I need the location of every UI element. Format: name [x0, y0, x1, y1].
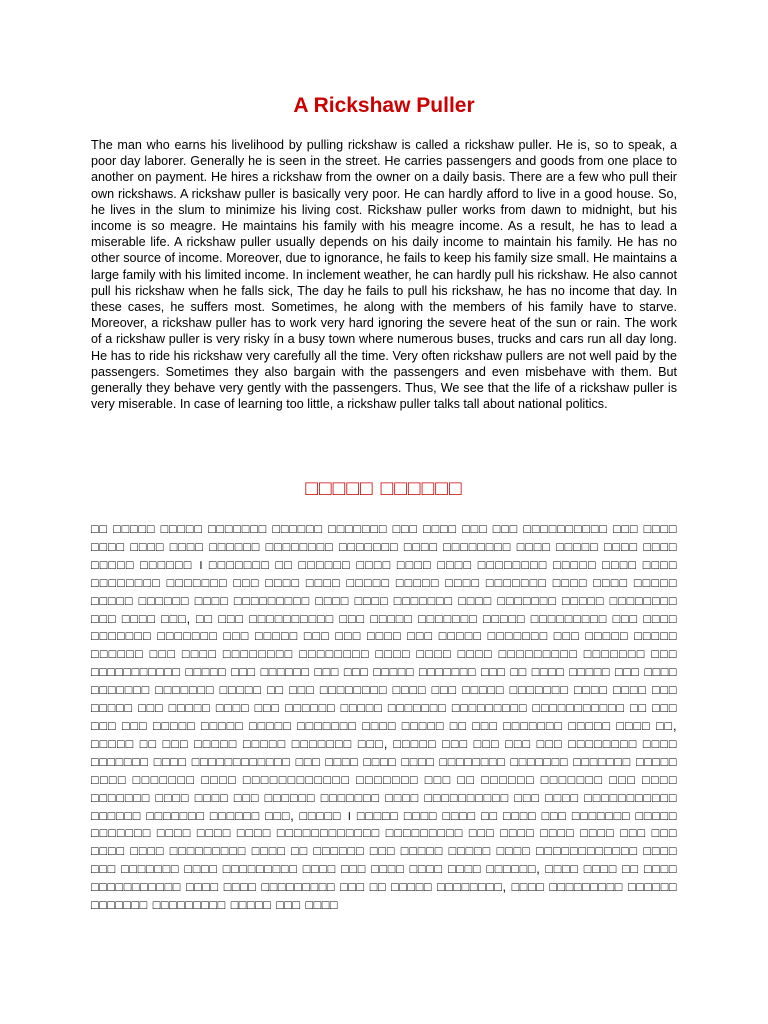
bengali-paragraph: □□ □□□□□ □□□□□ □□□□□□□ □□□□□□ □□□□□□□ □□□ □□□□ □□□ □□□ □□□□□□□□□□ □□□ □□□□ □□□□ □□□□ □□□□ □□□□□□ □□□□□□□□ □□□□□□□ □□□□ □□□□□□□□ □□□□ □□□□□ □□□□ □□□□ □□□□□ □□□□□□ । □□□□□□□ □□ □□□□□□ □□□□ □□□□ □□□□ □□□□□□□□ □□□□□ □□□□ □□□□ □□□□□□□□ □□□□□□□ □□□ □□□□ □□□□ □□□□□ □□□□□ □□□□ □□□□□□□ □□□□ □□□□ □□□□□ □□□□□ □□□□□□ □□□□ □□□□□□□□□ □□□□ □□□□ □□□□□□□ □□□□ □□□□□□□ □□□□□ □□□□□□□□ □□□ □□□□ □□□, □□ □□□ □□□□□□□□□□ □□□ □□□□□ □□□□□□□ □□□□□ □□□□□□□□□ □□□ □□□□ □□□□□□□ □□□□□□□ □□□ □□□□□ □□□ □□□ □□□□ □□□ □□□□□ □□□□□□□ □□□ □□□□□ □□□□□ □□□□□□ □□□ □□□□ □□□□□□□□ □□□□□□□□ □□□□ □□□□ □□□□ □□□□□□□□□ □□□□□□□ □□□ □□□□□□□□□□□ □□□□□ □□□ □□□□□□ □□□ □□□ □□□□□ □□□□□□□ □□□ □□ □□□□ □□□□□ □□□ □□□□ □□□□□□□ □□□□□□□ □□□□□ □□ □□□ □□□□□□□□ □□□□ □□□ □□□□□ □□□□□□□ □□□□ □□□□ □□□ □□□□□ □□□ □□□□□ □□□□ □□□ □□□□□□ □□□□□ □□□□□□□ □□□□□□□□□ □□□□□□□□□□□ □□ □□□ □□□ □□□ □□□□□ □□□□□ □□□□□ □□□□□□□ □□□□ □□□□□ □□ □□□ □□□□□□□ □□□□□ □□□□ □□, □□□□□ □□ □□□ □□□□□ □□□□□ □□□□□□□ □□□, □□□□□ □□□ □□□ □□□ □□□ □□□□□□□□ □□□□ □□□□□□□ □□□□ □□□□□□□□□□□□ □□□ □□□□ □□□□ □□□□ □□□□□□□□ □□□□□□□ □□□□□□□ □□□□□ □□□□ □□□□□□□ □□□□ □□□□□□□□□□□□ □□□□□□□ □□□ □□ □□□□□□ □□□□□□□ □□□ □□□□ □□□□□□□ □□□□ □□□□ □□□ □□□□□□ □□□□□□□ □□□□ □□□□□□□□□□ □□□ □□□□ □□□□□□□□□□□ □□□□□□ □□□□□□□ □□□□□□ □□□, □□□□□ । □□□□□ □□□□ □□□□ □□ □□□□ □□□ □□□□□□□ □□□□□ □□□□□□□ □□□□ □□□□ □□□□ □□□□□□□□□□□□ □□□□□□□□□ □□□ □□□□ □□□□ □□□□ □□□ □□□ □□□□ □□□□ □□□□□□□□□ □□□□ □□ □□□□□□ □□□ □□□□□ □□□□□ □□□□ □□□□□□□□□□□□ □□□□ □□□ □□□□□□□ □□□□ □□□□□□□□□ □□□□ □□□ □□□□ □□□□ □□□□ □□□□□□, □□□□ □□□□ □□ □□□□ □□□□□□□□□□□ □□□□ □□□□ □□□□□□□□□ □□□ □□ □□□□□ □□□□□□□□, □□□□ □□□□□□□□□ □□□□□□ □□□□□□□ □□□□□□□□□ □□□□□ □□□ □□□□ [91, 522, 677, 913]
english-title: A Rickshaw Puller [293, 94, 475, 117]
english-paragraph: The man who earns his livelihood by pulling rickshaw is called a rickshaw puller. He is, so to speak, a poor day laborer. Generally he is seen in the street. He carries passengers and goods from one place to another on payment. He hires a rickshaw from the owner on a daily basis. There are a few who pull their own rickshaws. A rickshaw puller is basically very poor. He can hardly afford to live in a good house. So, he lives in the slum to minimize his living cost. Rickshaw puller works from dawn to midnight, but his income is so meagre. He maintains his family with his meagre income. As a result, he has to lead a miserable life. A rickshaw puller usually depends on his daily income to maintain his family. He has no other source of income. Moreover, due to ignorance, he fails to keep his family size small. He maintains a large family with his limited income. In inclement weather, he can hardly pull his rickshaw. He also cannot pull his rickshaw when he falls sick, The day he fails to pull his rickshaw, he has no income that day. In these cases, he suffers most. Sometimes, he along with the members of his family have to starve. Moreover, a rickshaw puller has to work very hard ignoring the severe heat of the sun or rain. The work of a rickshaw puller is very risky ín a busy town where numerous buses, trucks and cars run all day long. He has to ride his rickshaw very carefully all the time. Very often rickshaw pullers are not well paid by the passengers. Sometimes they also bargain with the passengers and even misbehave with them. But generally they behave very gently with the passengers. Thus, We see that the life of a rickshaw puller is very miserable. In case of learning too little, a rickshaw puller talks tall about national politics. [91, 138, 677, 412]
bengali-title: □□□□□ □□□□□□ [305, 477, 463, 500]
